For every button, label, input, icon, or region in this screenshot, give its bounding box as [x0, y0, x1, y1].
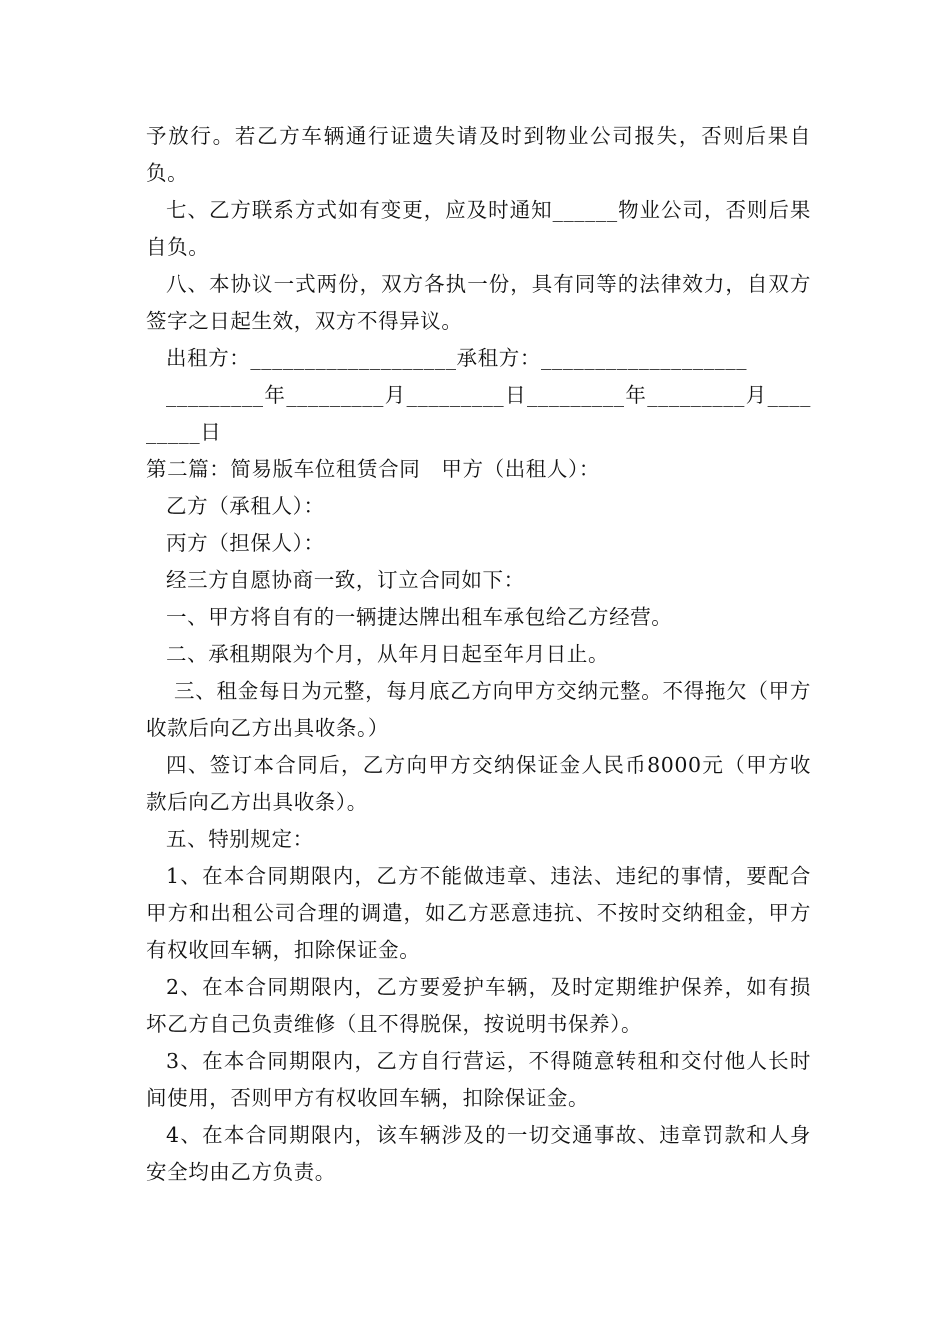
party-b-line: 乙方（承租人）：: [166, 494, 325, 518]
date-line: _________年_________月_________日_________年_________月_________日: [146, 383, 811, 444]
section-heading: 第二篇：简易版车位租赁合同 甲方（出租人）：: [146, 457, 600, 481]
special-rule-3: 3、在本合同期限内，乙方自行营运，不得随意转租和交付他人长时间使用，否则甲方有权收回车辆，扣除保证金。: [146, 1049, 811, 1110]
party-c-line: 丙方（担保人）：: [166, 531, 325, 555]
paragraph-1: 予放行。若乙方车辆通行证遗失请及时到物业公司报失，否则后果自负。: [146, 124, 811, 185]
signature-line: 出租方：___________________承租方：___________________: [166, 346, 748, 370]
paragraph-2: 七、乙方联系方式如有变更，应及时通知______物业公司，否则后果自负。: [146, 198, 811, 259]
clause-3: 三、租金每日为元整，每月底乙方向甲方交纳元整。不得拖欠（甲方收款后向乙方出具收条。）: [146, 679, 811, 740]
document-page: [146, 118, 811, 1191]
agreement-intro: 经三方自愿协商一致，订立合同如下：: [166, 568, 525, 592]
clause-2: 二、承租期限为个月，从年月日起至年月日止。: [166, 642, 610, 666]
clause-1: 一、甲方将自有的一辆捷达牌出租车承包给乙方经营。: [166, 605, 673, 629]
clause-4: 四、签订本合同后，乙方向甲方交纳保证金人民币8000元（甲方收款后向乙方出具收条）。: [146, 753, 811, 814]
clause-5: 五、特别规定：: [166, 827, 314, 851]
special-rule-1: 1、在本合同期限内，乙方不能做违章、违法、违纪的事情，要配合甲方和出租公司合理的调遣，如乙方恶意违抗、不按时交纳租金，甲方有权收回车辆，扣除保证金。: [146, 864, 811, 962]
paragraph-3: 八、本协议一式两份，双方各执一份，具有同等的法律效力，自双方签字之日起生效，双方不得异议。: [146, 272, 811, 333]
special-rule-4: 4、在本合同期限内，该车辆涉及的一切交通事故、违章罚款和人身安全均由乙方负责。: [146, 1123, 811, 1184]
special-rule-2: 2、在本合同期限内，乙方要爱护车辆，及时定期维护保养，如有损坏乙方自己负责维修（且不得脱保，按说明书保养）。: [146, 975, 811, 1036]
